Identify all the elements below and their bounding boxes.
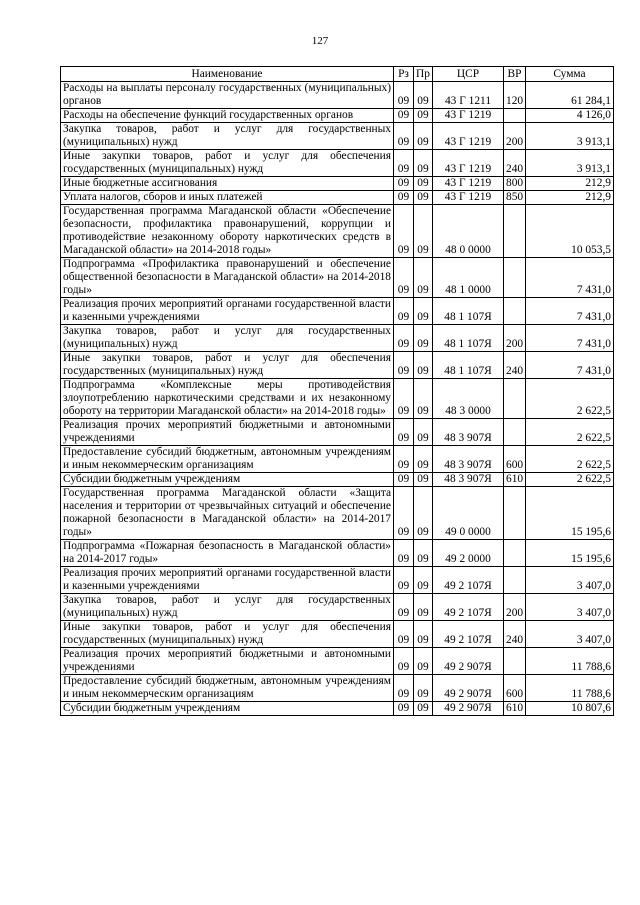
cell-sum: 212,9 [526, 191, 614, 205]
cell-name: Реализация прочих мероприятий бюджетными и автономными учреждениями [61, 648, 394, 675]
cell-rz: 09 [394, 191, 414, 205]
cell-pr: 09 [414, 82, 433, 109]
cell-name: Закупка товаров, работ и услуг для государственных (муниципальных) нужд [61, 594, 394, 621]
cell-vr: 610 [504, 702, 526, 716]
cell-vr [504, 258, 526, 298]
cell-sum: 3 913,1 [526, 123, 614, 150]
cell-csr: 43 Г 1219 [433, 150, 504, 177]
cell-name: Уплата налогов, сборов и иных платежей [61, 191, 394, 205]
cell-sum: 15 195,6 [526, 487, 614, 540]
cell-pr: 09 [414, 702, 433, 716]
table-row [61, 621, 614, 648]
cell-rz: 09 [394, 205, 414, 258]
cell-rz: 09 [394, 109, 414, 123]
cell-csr: 49 0 0000 [433, 487, 504, 540]
cell-vr: 850 [504, 191, 526, 205]
cell-csr: 49 2 0000 [433, 540, 504, 567]
cell-sum: 7 431,0 [526, 352, 614, 379]
cell-vr: 200 [504, 594, 526, 621]
cell-pr: 09 [414, 258, 433, 298]
table-row [61, 325, 614, 352]
table-row [61, 205, 614, 258]
cell-vr: 800 [504, 177, 526, 191]
cell-vr [504, 298, 526, 325]
cell-sum: 2 622,5 [526, 473, 614, 487]
cell-vr: 240 [504, 352, 526, 379]
cell-sum: 212,9 [526, 177, 614, 191]
cell-rz: 09 [394, 419, 414, 446]
cell-csr: 43 Г 1219 [433, 123, 504, 150]
cell-vr [504, 205, 526, 258]
header-row [61, 67, 614, 82]
cell-csr: 48 1 0000 [433, 258, 504, 298]
cell-name: Подпрограмма «Пожарная безопасность в Магаданской области» на 2014-2017 годы» [61, 540, 394, 567]
cell-vr: 600 [504, 446, 526, 473]
cell-pr: 09 [414, 419, 433, 446]
table-row [61, 675, 614, 702]
header-pr: Пр [414, 67, 433, 82]
cell-rz: 09 [394, 702, 414, 716]
budget-table [60, 66, 614, 716]
cell-sum: 3 407,0 [526, 621, 614, 648]
cell-pr: 09 [414, 648, 433, 675]
cell-csr: 49 2 907Я [433, 702, 504, 716]
cell-name: Расходы на выплаты персоналу государственных (муниципальных) органов [61, 82, 394, 109]
cell-rz: 09 [394, 446, 414, 473]
cell-pr: 09 [414, 567, 433, 594]
cell-sum: 61 284,1 [526, 82, 614, 109]
table-row [61, 150, 614, 177]
cell-vr [504, 109, 526, 123]
cell-pr: 09 [414, 123, 433, 150]
cell-pr: 09 [414, 379, 433, 419]
cell-name: Предоставление субсидий бюджетным, автономным учреждениям и иным некоммерческим организациям [61, 675, 394, 702]
cell-csr: 48 1 107Я [433, 352, 504, 379]
cell-sum: 11 788,6 [526, 648, 614, 675]
cell-csr: 48 3 0000 [433, 379, 504, 419]
table-row [61, 352, 614, 379]
page-number: 127 [311, 35, 329, 47]
cell-sum: 4 126,0 [526, 109, 614, 123]
table-row [61, 473, 614, 487]
cell-rz: 09 [394, 82, 414, 109]
cell-sum: 15 195,6 [526, 540, 614, 567]
cell-name: Иные закупки товаров, работ и услуг для обеспечения государственных (муниципальных) нужд [61, 621, 394, 648]
cell-rz: 09 [394, 379, 414, 419]
table-body [61, 82, 614, 716]
cell-rz: 09 [394, 540, 414, 567]
header-vr: ВР [504, 67, 526, 82]
cell-vr [504, 419, 526, 446]
cell-vr: 200 [504, 123, 526, 150]
header-name: Наименование [61, 67, 394, 82]
table-row [61, 177, 614, 191]
table-row [61, 540, 614, 567]
table-row [61, 702, 614, 716]
cell-sum: 10 053,5 [526, 205, 614, 258]
cell-vr [504, 648, 526, 675]
cell-csr: 48 0 0000 [433, 205, 504, 258]
table-row [61, 82, 614, 109]
cell-sum: 2 622,5 [526, 379, 614, 419]
table-row [61, 109, 614, 123]
cell-sum: 11 788,6 [526, 675, 614, 702]
cell-csr: 48 3 907Я [433, 446, 504, 473]
cell-pr: 09 [414, 191, 433, 205]
cell-rz: 09 [394, 150, 414, 177]
cell-pr: 09 [414, 446, 433, 473]
cell-csr: 49 2 107Я [433, 567, 504, 594]
cell-rz: 09 [394, 298, 414, 325]
header-rz: Рз [394, 67, 414, 82]
cell-csr: 48 3 907Я [433, 419, 504, 446]
cell-csr: 49 2 907Я [433, 675, 504, 702]
cell-pr: 09 [414, 473, 433, 487]
table-row [61, 594, 614, 621]
cell-name: Предоставление субсидий бюджетным, автономным учреждениям и иным некоммерческим организациям [61, 446, 394, 473]
cell-rz: 09 [394, 123, 414, 150]
table-row [61, 487, 614, 540]
cell-vr [504, 540, 526, 567]
cell-sum: 10 807,6 [526, 702, 614, 716]
cell-csr: 43 Г 1219 [433, 109, 504, 123]
cell-pr: 09 [414, 487, 433, 540]
cell-sum: 3 407,0 [526, 567, 614, 594]
cell-csr: 49 2 107Я [433, 621, 504, 648]
table-row [61, 191, 614, 205]
cell-name: Реализация прочих мероприятий бюджетными и автономными учреждениями [61, 419, 394, 446]
cell-rz: 09 [394, 621, 414, 648]
cell-csr: 43 Г 1219 [433, 191, 504, 205]
cell-sum: 3 407,0 [526, 594, 614, 621]
cell-name: Субсидии бюджетным учреждениям [61, 473, 394, 487]
cell-name: Реализация прочих мероприятий органами государственной власти и казенными учреждениями [61, 567, 394, 594]
cell-name: Иные бюджетные ассигнования [61, 177, 394, 191]
cell-rz: 09 [394, 473, 414, 487]
cell-csr: 49 2 107Я [433, 594, 504, 621]
cell-name: Субсидии бюджетным учреждениям [61, 702, 394, 716]
cell-name: Подпрограмма «Профилактика правонарушений и обеспечение общественной безопасности в Магаданской области» на 2014-2018 годы» [61, 258, 394, 298]
cell-pr: 09 [414, 352, 433, 379]
cell-vr: 240 [504, 621, 526, 648]
cell-pr: 09 [414, 621, 433, 648]
cell-csr: 48 1 107Я [433, 325, 504, 352]
cell-rz: 09 [394, 675, 414, 702]
cell-pr: 09 [414, 150, 433, 177]
cell-name: Иные закупки товаров, работ и услуг для обеспечения государственных (муниципальных) нужд [61, 352, 394, 379]
cell-name: Расходы на обеспечение функций государственных органов [61, 109, 394, 123]
cell-csr: 43 Г 1211 [433, 82, 504, 109]
cell-csr: 48 3 907Я [433, 473, 504, 487]
cell-vr: 600 [504, 675, 526, 702]
cell-vr [504, 567, 526, 594]
cell-vr: 120 [504, 82, 526, 109]
cell-csr: 48 1 107Я [433, 298, 504, 325]
cell-vr [504, 487, 526, 540]
cell-pr: 09 [414, 298, 433, 325]
cell-vr: 200 [504, 325, 526, 352]
cell-csr: 43 Г 1219 [433, 177, 504, 191]
cell-name: Подпрограмма «Комплексные меры противодействия злоупотреблению наркотическими средствами и их незаконному обороту на территории Магаданской области» на 2014-2018 годы» [61, 379, 394, 419]
cell-sum: 3 913,1 [526, 150, 614, 177]
cell-rz: 09 [394, 177, 414, 191]
cell-name: Закупка товаров, работ и услуг для государственных (муниципальных) нужд [61, 325, 394, 352]
cell-sum: 2 622,5 [526, 419, 614, 446]
header-csr: ЦСР [433, 67, 504, 82]
cell-rz: 09 [394, 352, 414, 379]
cell-name: Государственная программа Магаданской области «Обеспечение безопасности, профилактика правонарушений, коррупции и противодействие незаконному обороту наркотических средств в Магаданской области» на 2014-2018 годы» [61, 205, 394, 258]
cell-pr: 09 [414, 594, 433, 621]
cell-sum: 2 622,5 [526, 446, 614, 473]
table-row [61, 419, 614, 446]
cell-vr [504, 379, 526, 419]
cell-sum: 7 431,0 [526, 325, 614, 352]
cell-sum: 7 431,0 [526, 298, 614, 325]
cell-rz: 09 [394, 487, 414, 540]
cell-pr: 09 [414, 325, 433, 352]
cell-name: Закупка товаров, работ и услуг для государственных (муниципальных) нужд [61, 123, 394, 150]
cell-pr: 09 [414, 540, 433, 567]
cell-rz: 09 [394, 258, 414, 298]
cell-pr: 09 [414, 109, 433, 123]
cell-name: Иные закупки товаров, работ и услуг для обеспечения государственных (муниципальных) нужд [61, 150, 394, 177]
cell-vr: 610 [504, 473, 526, 487]
cell-rz: 09 [394, 567, 414, 594]
cell-csr: 49 2 907Я [433, 648, 504, 675]
table-row [61, 123, 614, 150]
cell-rz: 09 [394, 594, 414, 621]
cell-pr: 09 [414, 675, 433, 702]
table-row [61, 446, 614, 473]
table-row [61, 258, 614, 298]
table-row [61, 298, 614, 325]
cell-rz: 09 [394, 648, 414, 675]
header-sum: Сумма [526, 67, 614, 82]
cell-vr: 240 [504, 150, 526, 177]
cell-rz: 09 [394, 325, 414, 352]
cell-pr: 09 [414, 205, 433, 258]
cell-name: Реализация прочих мероприятий органами государственной власти и казенными учреждениями [61, 298, 394, 325]
cell-pr: 09 [414, 177, 433, 191]
cell-sum: 7 431,0 [526, 258, 614, 298]
table-row [61, 648, 614, 675]
cell-name: Государственная программа Магаданской области «Защита населения и территории от чрезвычайных ситуаций и обеспечение пожарной безопасности в Магаданской области» на 2014-2017 годы» [61, 487, 394, 540]
table-row [61, 379, 614, 419]
table-row [61, 567, 614, 594]
